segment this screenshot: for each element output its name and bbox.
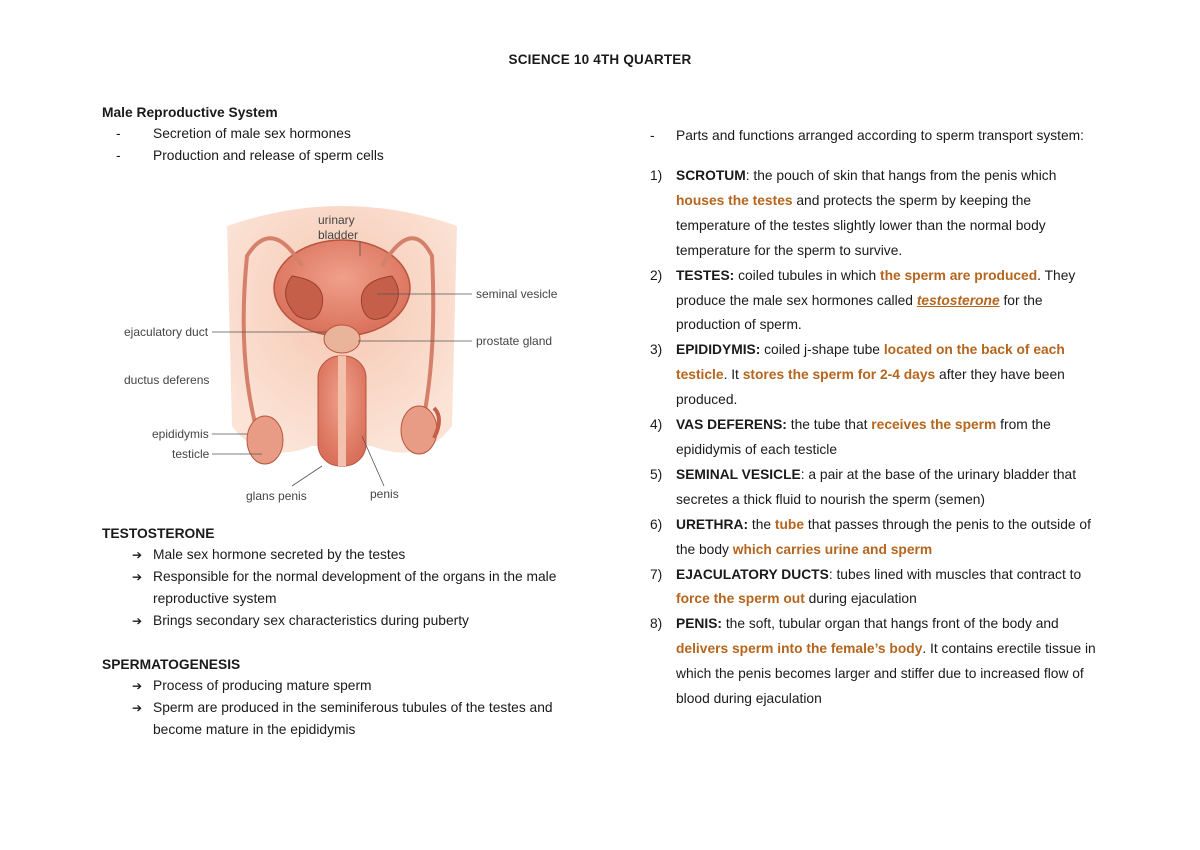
male-reproductive-diagram — [122, 196, 562, 516]
part-term: EJACULATORY DUCTS — [676, 566, 829, 582]
part-item — [650, 338, 1100, 413]
part-number: 2) — [650, 267, 663, 283]
parts-list — [650, 164, 1100, 712]
part-item — [650, 563, 1100, 613]
part-term: TESTES: — [676, 267, 735, 283]
part-text: force the sperm out — [676, 591, 805, 607]
part-item — [650, 264, 1100, 339]
part-text: receives the sperm — [871, 417, 997, 433]
list-item: ➔ Brings secondary sex characteristics during puberty — [102, 610, 592, 632]
part-text: tube — [774, 516, 805, 532]
part-text: after they have been produced. — [676, 367, 1065, 408]
part-text: . It — [723, 367, 743, 383]
parts-intro: - Parts and functions arranged according to sperm transport system: — [650, 128, 1084, 143]
part-term: URETHRA: — [676, 516, 749, 532]
part-text: testosterone — [916, 292, 1000, 308]
spermatogenesis-list — [102, 675, 592, 741]
male-system-section — [102, 103, 592, 167]
part-item — [650, 513, 1100, 563]
part-text: from the epididymis of each testicle — [676, 417, 1051, 457]
spermatogenesis-heading: SPERMATOGENESIS — [102, 657, 241, 672]
part-text: and protects the sperm by keeping the temperature of the testes slightly lower than the normal body temperature for the sperm to survive. — [676, 192, 1046, 258]
testicle-left — [247, 416, 283, 464]
testicle-right — [401, 406, 437, 454]
part-text: the sperm are produced — [879, 267, 1038, 283]
part-text: coiled j-shape tube — [760, 342, 884, 358]
part-text: that passes through the penis to the outside of the body — [676, 516, 1091, 557]
parts-section — [650, 125, 1100, 712]
part-term: EPIDIDYMIS: — [676, 342, 761, 358]
label-penis: penis — [370, 487, 399, 501]
part-text: for the production of sperm. — [676, 292, 1043, 333]
part-term: SCROTUM — [676, 168, 746, 183]
part-text: . They produce the male sex hormones called — [676, 267, 1076, 308]
list-item: ➔ Process of producing mature sperm — [102, 675, 592, 697]
part-text: the — [748, 516, 775, 532]
arrow-icon: ➔ — [132, 548, 143, 562]
label-epididymis: epididymis — [152, 427, 209, 441]
part-term: SEMINAL VESICLE — [676, 466, 801, 482]
arrow-icon: ➔ — [132, 614, 143, 628]
male-system-list — [102, 123, 592, 167]
part-number: 3) — [650, 342, 663, 358]
part-text: located on the back of each testicle — [676, 342, 1065, 383]
arrow-icon: ➔ — [132, 570, 143, 584]
label-ductus-deferens: ductus deferens — [124, 373, 210, 387]
part-number: 7) — [650, 566, 663, 582]
part-item — [650, 612, 1100, 712]
label-urinary: urinary — [318, 213, 355, 227]
spermatogenesis-section — [102, 655, 592, 741]
part-text: the tube that — [786, 417, 872, 433]
part-number: 8) — [650, 616, 663, 632]
part-number: 6) — [650, 516, 663, 532]
part-item — [650, 413, 1100, 463]
label-glans-penis: glans penis — [246, 489, 307, 503]
part-text: coiled tubules in which — [734, 267, 880, 283]
part-text: stores the sperm for 2-4 days — [742, 367, 936, 383]
part-text: : the pouch of skin that hangs from the penis which — [745, 168, 1057, 183]
part-text: which carries urine and sperm — [732, 541, 933, 557]
arrow-icon: ➔ — [132, 701, 143, 715]
list-item: ➔ Responsible for the normal development of the organs in the male reproductive system — [102, 566, 592, 610]
testosterone-section — [102, 524, 592, 632]
prostate-gland — [324, 325, 360, 353]
part-text: . It contains erectile tissue in which the penis becomes larger and stiffer due to increased flow of blood during ejaculation — [676, 641, 1096, 707]
list-item: ➔ Male sex hormone secreted by the testes — [102, 544, 592, 566]
urethra — [338, 356, 346, 466]
list-item: - Secretion of male sex hormones — [116, 126, 351, 141]
label-bladder: bladder — [318, 228, 359, 242]
part-text: : a pair at the base of the urinary bladder that secretes a thick fluid to nourish the sperm (semen) — [676, 466, 1077, 507]
part-number: 1) — [650, 168, 663, 183]
part-item — [650, 164, 1100, 264]
testosterone-list — [102, 544, 592, 632]
testosterone-heading: TESTOSTERONE — [102, 526, 215, 541]
male-system-heading: Male Reproductive System — [102, 105, 278, 120]
label-testicle: testicle — [172, 447, 210, 461]
part-text: : tubes lined with muscles that contract to — [828, 566, 1082, 582]
arrow-icon: ➔ — [132, 679, 143, 693]
part-term: PENIS: — [676, 616, 722, 632]
part-item — [650, 463, 1100, 513]
part-text: the soft, tubular organ that hangs front of the body and — [722, 616, 1059, 632]
list-item: - Production and release of sperm cells — [116, 148, 384, 163]
part-text: during ejaculation — [804, 591, 917, 607]
label-seminal-vesicle: seminal vesicle — [476, 287, 558, 301]
part-text: delivers sperm into the female’s body — [676, 641, 923, 657]
label-ejaculatory-duct: ejaculatory duct — [124, 325, 209, 339]
label-prostate-gland: prostate gland — [476, 334, 553, 348]
page-title: SCIENCE 10 4TH QUARTER — [508, 52, 692, 67]
part-text: houses the testes — [676, 192, 793, 208]
part-number: 4) — [650, 417, 663, 433]
part-term: VAS DEFERENS: — [676, 417, 787, 433]
part-number: 5) — [650, 466, 663, 482]
list-item: ➔ Sperm are produced in the seminiferous tubules of the testes and become mature in the epididymis — [102, 697, 592, 741]
